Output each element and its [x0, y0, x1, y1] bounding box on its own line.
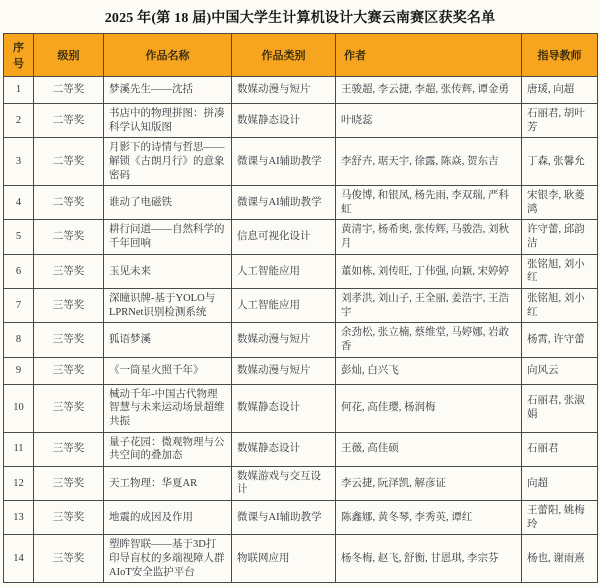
cell-title: 《一筒星火照千年》 [104, 357, 232, 384]
cell-title: 谁动了电磁铁 [104, 186, 232, 220]
table-row [4, 254, 598, 288]
cell-title: 械动千年-中国古代物理智慧与未来运动场景超维共振 [104, 384, 232, 432]
cell-category: 物联网应用 [232, 535, 336, 583]
cell-title: 量子花园：微观物理与公共空间的叠加态 [104, 432, 232, 466]
cell-level: 三等奖 [34, 466, 104, 500]
table-row [4, 289, 598, 323]
cell-category: 数媒游戏与交互设计 [232, 466, 336, 500]
col-header-title: 作品名称 [104, 34, 232, 77]
table-row [4, 466, 598, 500]
cell-no: 12 [4, 466, 34, 500]
cell-level: 三等奖 [34, 323, 104, 357]
cell-advisors: 唐瑗, 向超 [522, 77, 598, 104]
table-row [4, 104, 598, 138]
cell-no: 9 [4, 357, 34, 384]
cell-category: 数媒动漫与短片 [232, 323, 336, 357]
cell-category: 数媒静态设计 [232, 384, 336, 432]
cell-authors: 董如栋, 刘传旺, 丁伟强, 向颖, 宋婷婷 [336, 254, 522, 288]
cell-advisors: 王蕾阳, 姚梅玲 [522, 501, 598, 535]
cell-no: 10 [4, 384, 34, 432]
cell-title: 书店中的物理拼图：拼凑科学认知版图 [104, 104, 232, 138]
cell-authors: 余劲松, 张立楠, 蔡维堂, 马婷娜, 岩敢香 [336, 323, 522, 357]
cell-advisors: 张铭旭, 刘小红 [522, 254, 598, 288]
cell-advisors: 许守蕾, 邱韵洁 [522, 220, 598, 254]
cell-authors: 李舒卉, 琚天宇, 徐露, 陈焱, 贺东吉 [336, 138, 522, 186]
cell-category: 数媒静态设计 [232, 104, 336, 138]
awards-table [3, 33, 598, 583]
cell-category: 数媒静态设计 [232, 432, 336, 466]
cell-no: 6 [4, 254, 34, 288]
cell-title: 深瞳识牌-基于YOLO与LPRNet识别检测系统 [104, 289, 232, 323]
cell-advisors: 杨也, 谢雨熹 [522, 535, 598, 583]
cell-level: 二等奖 [34, 77, 104, 104]
cell-advisors: 石丽君, 张淑娟 [522, 384, 598, 432]
cell-authors: 马俊博, 和银凤, 杨先雨, 李双瑞, 严科虹 [336, 186, 522, 220]
table-row [4, 357, 598, 384]
cell-category: 微课与AI辅助教学 [232, 186, 336, 220]
cell-category: 数媒动漫与短片 [232, 357, 336, 384]
cell-advisors: 向风云 [522, 357, 598, 384]
cell-no: 1 [4, 77, 34, 104]
col-header-no: 序号 [4, 34, 34, 77]
cell-title: 天工物理：华夏AR [104, 466, 232, 500]
cell-advisors: 宋银李, 耿菱鸿 [522, 186, 598, 220]
cell-no: 3 [4, 138, 34, 186]
cell-level: 三等奖 [34, 432, 104, 466]
cell-no: 13 [4, 501, 34, 535]
cell-advisors: 石丽君 [522, 432, 598, 466]
cell-authors: 陈鑫娜, 黄冬琴, 李秀英, 谭红 [336, 501, 522, 535]
cell-title: 玉见未来 [104, 254, 232, 288]
cell-title: 月影下的诗情与哲思——解锁《古朗月行》的意象密码 [104, 138, 232, 186]
cell-no: 5 [4, 220, 34, 254]
cell-authors: 杨冬梅, 赵飞, 舒衡, 甘恩琪, 李宗芬 [336, 535, 522, 583]
cell-category: 数媒动漫与短片 [232, 77, 336, 104]
col-header-advisors: 指导教师 [522, 34, 598, 77]
table-row [4, 138, 598, 186]
cell-level: 二等奖 [34, 138, 104, 186]
cell-level: 三等奖 [34, 501, 104, 535]
cell-title: 耕行问道——自然科学的千年回响 [104, 220, 232, 254]
cell-title: 梦溪先生——沈括 [104, 77, 232, 104]
cell-level: 三等奖 [34, 289, 104, 323]
cell-no: 8 [4, 323, 34, 357]
col-header-level: 级别 [34, 34, 104, 77]
table-row [4, 384, 598, 432]
table-row [4, 77, 598, 104]
cell-level: 三等奖 [34, 357, 104, 384]
cell-category: 人工智能应用 [232, 254, 336, 288]
cell-advisors: 向超 [522, 466, 598, 500]
cell-authors: 王薇, 高佳硕 [336, 432, 522, 466]
cell-level: 三等奖 [34, 384, 104, 432]
cell-no: 14 [4, 535, 34, 583]
cell-no: 7 [4, 289, 34, 323]
cell-authors: 彭灿, 白兴飞 [336, 357, 522, 384]
cell-no: 11 [4, 432, 34, 466]
cell-level: 二等奖 [34, 104, 104, 138]
table-row [4, 535, 598, 583]
cell-title: 地震的成因及作用 [104, 501, 232, 535]
col-header-category: 作品类别 [232, 34, 336, 77]
cell-level: 三等奖 [34, 254, 104, 288]
cell-authors: 李云捷, 阮泽凯, 解彦证 [336, 466, 522, 500]
cell-level: 二等奖 [34, 220, 104, 254]
table-row [4, 501, 598, 535]
cell-advisors: 杨霄, 许守蕾 [522, 323, 598, 357]
cell-advisors: 张铭旭, 刘小红 [522, 289, 598, 323]
table-row [4, 220, 598, 254]
cell-advisors: 丁森, 张馨允 [522, 138, 598, 186]
cell-category: 微课与AI辅助教学 [232, 501, 336, 535]
cell-authors: 何花, 高佳璎, 杨润梅 [336, 384, 522, 432]
cell-title: 狐语梦溪 [104, 323, 232, 357]
cell-title: 塑眸智联——基于3D打印导盲杖的多端视障人群AIoT安全监护平台 [104, 535, 232, 583]
cell-authors: 刘孝洪, 刘山子, 王全丽, 姜浩宇, 王浩宇 [336, 289, 522, 323]
table-row [4, 432, 598, 466]
cell-category: 微课与AI辅助教学 [232, 138, 336, 186]
table-row [4, 186, 598, 220]
col-header-authors: 作者 [336, 34, 522, 77]
cell-level: 二等奖 [34, 186, 104, 220]
cell-no: 2 [4, 104, 34, 138]
cell-no: 4 [4, 186, 34, 220]
cell-advisors: 石丽君, 胡叶芳 [522, 104, 598, 138]
cell-category: 人工智能应用 [232, 289, 336, 323]
cell-level: 三等奖 [34, 535, 104, 583]
cell-authors: 黄清宇, 杨希奥, 张传辉, 马骏浩, 刘秋月 [336, 220, 522, 254]
cell-category: 信息可视化设计 [232, 220, 336, 254]
header-row [4, 34, 598, 77]
cell-authors: 叶晓蕊 [336, 104, 522, 138]
cell-authors: 王骏超, 李云捷, 李超, 张传辉, 谭金勇 [336, 77, 522, 104]
table-row [4, 323, 598, 357]
page-title: 2025 年(第 18 届)中国大学生计算机设计大赛云南赛区获奖名单 [104, 11, 496, 26]
